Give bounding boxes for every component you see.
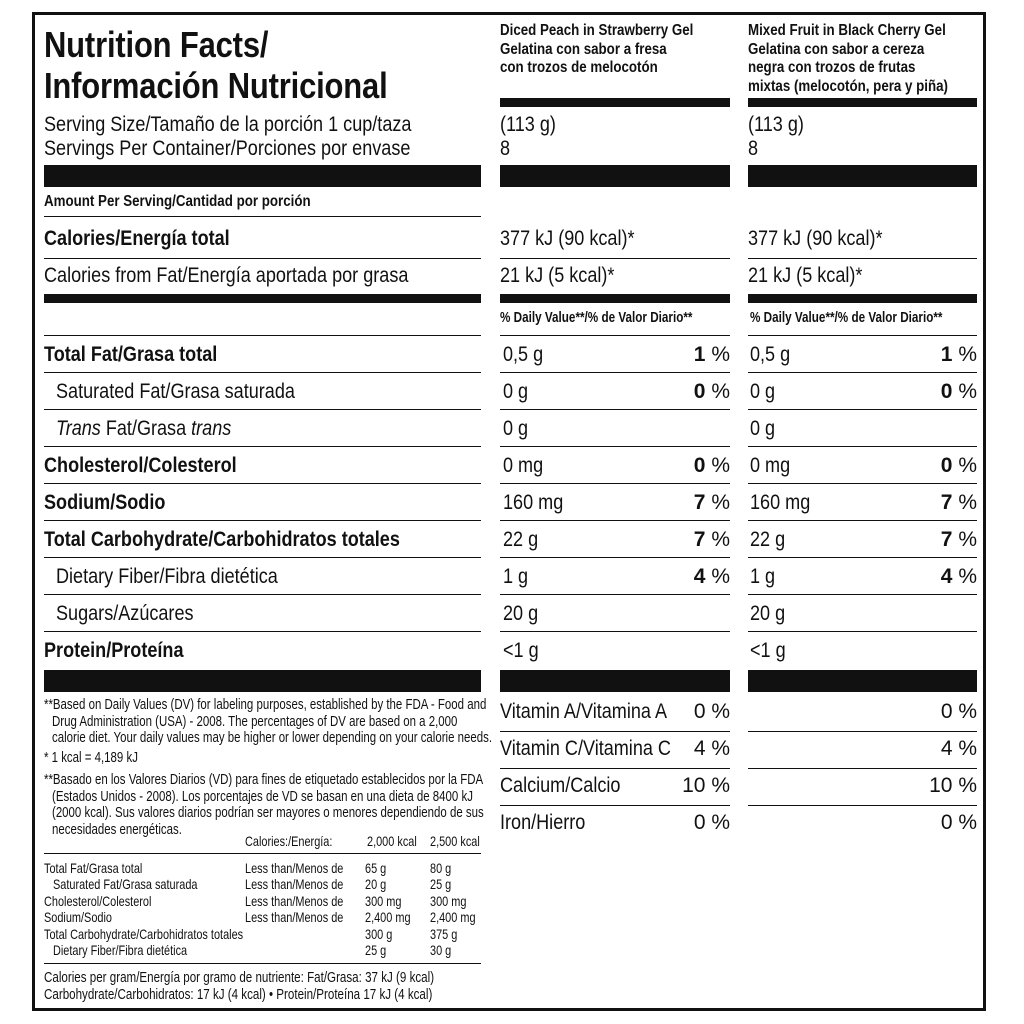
divider-bar — [748, 98, 977, 107]
product-1-nutrient-amount: 0 mg — [503, 454, 544, 477]
row-divider — [44, 594, 481, 595]
divider-bar — [748, 294, 977, 303]
vitamin-label: Vitamin C/Vitamina C — [500, 737, 671, 760]
nutrient-label-trans-fat: Trans Fat/Grasa trans — [56, 417, 232, 440]
product-1-nutrient-amount: 160 mg — [503, 491, 564, 514]
product-2-name: Mixed Fruit in Black Cherry Gel Gelatina con sabor a cereza negra con trozos de frutas mixtas (melocotón, pera y piña) — [748, 22, 949, 95]
divider — [500, 805, 730, 806]
footnote: **Based on Daily Values (DV) for labeling purposes, established by the FDA - Food and Drug Administration (USA) - 2008. The percentages of DV are based on a 2,000 calorie diet. Your daily values may be higher or lower depending on your calorie needs. * 1 kcal = 4,189 kJ **Basado en los Valores Diarios (VD) para fines de etiquetado establecidos por la FDA (Estados Unidos - 2008). Los porcentajes de VD se basan en una dieta de 8400 kJ (2000 kcal). Sus valores diarios podrían ser mayores o menores dependiendo de sus necesidades energéticas. — [44, 697, 493, 838]
dv-table-col-nutrient: Total Fat/Grasa total Saturated Fat/Grasa saturada Cholesterol/Colesterol Sodium/Sodio Total Carbohydrate/Carbohidratos totales Dietary Fiber/Fibra dietética — [44, 860, 244, 959]
product-2-nutrient-amount: 160 mg — [750, 491, 811, 514]
divider — [748, 768, 977, 769]
product-1-vitamin-value: 0 % — [693, 700, 730, 723]
divider-bar — [44, 670, 481, 692]
row-divider — [44, 631, 481, 632]
nutrient-label-total-carbohydrate: Total Carbohydrate/Carbohidratos totales — [44, 528, 400, 551]
calories-per-gram: Calories per gram/Energía por gramo de nutriente: Fat/Grasa: 37 kJ (9 kcal) Carbohydrate/Carbohidratos: 17 kJ (4 kcal) • Protein/Proteína 17 kJ (4 kcal) — [44, 970, 435, 1003]
divider-bar — [500, 165, 730, 187]
product-2-dv-header: % Daily Value**/% de Valor Diario** — [750, 309, 943, 326]
product-1-nutrient-amount: 1 g — [503, 565, 529, 588]
vitamin-label: Calcium/Calcio — [500, 774, 621, 797]
vitamin-label: Vitamin A/Vitamina A — [500, 700, 667, 723]
nutrient-label-sodium: Sodium/Sodio — [44, 491, 166, 514]
product-1-daily-value: 4 % — [693, 565, 730, 588]
product-2-vitamin-value: 0 % — [940, 700, 977, 723]
product-2-calories-fat: 21 kJ (5 kcal)* — [748, 264, 863, 287]
product-2-nutrient-amount: <1 g — [750, 639, 786, 662]
divider-bar — [500, 670, 730, 692]
product-1-calories: 377 kJ (90 kcal)* — [500, 227, 635, 250]
product-1-serving: (113 g) 8 — [500, 113, 556, 160]
product-1-nutrient-amount: <1 g — [503, 639, 539, 662]
nutrient-label-dietary-fiber: Dietary Fiber/Fibra dietética — [56, 565, 278, 588]
row-divider — [500, 446, 730, 447]
dv-table-col-2500: 80 g 25 g 300 mg 2,400 mg 375 g 30 g — [430, 860, 476, 959]
product-1-nutrient-amount: 20 g — [503, 602, 539, 625]
divider — [44, 258, 481, 259]
divider-bar — [44, 165, 481, 187]
nutrient-label-sugars: Sugars/Azúcares — [56, 602, 194, 625]
nutrient-label-protein: Protein/Proteína — [44, 639, 184, 662]
product-2-serving: (113 g) 8 — [748, 113, 804, 160]
product-1-daily-value: 7 % — [693, 491, 730, 514]
product-1-vitamin-value: 10 % — [682, 774, 730, 797]
row-divider — [748, 446, 977, 447]
divider — [44, 853, 481, 854]
divider — [500, 731, 730, 732]
row-divider — [44, 446, 481, 447]
calories-label: Calories/Energía total — [44, 227, 230, 250]
page-title: Nutrition Facts/ Información Nutricional — [44, 24, 388, 106]
divider — [748, 335, 977, 336]
product-1-name: Diced Peach in Strawberry Gel Gelatina con sabor a fresa con trozos de melocotón — [500, 22, 694, 76]
row-divider — [500, 557, 730, 558]
row-divider — [500, 520, 730, 521]
product-2-vitamin-value: 10 % — [929, 774, 977, 797]
divider — [500, 335, 730, 336]
product-2-daily-value: 7 % — [940, 528, 977, 551]
product-1-nutrient-amount: 22 g — [503, 528, 539, 551]
divider-bar — [44, 294, 481, 303]
product-2-vitamin-value: 0 % — [940, 811, 977, 834]
product-2-nutrient-amount: 0 g — [750, 417, 776, 440]
row-divider — [44, 520, 481, 521]
product-2-nutrient-amount: 22 g — [750, 528, 786, 551]
dv-table-header: 2,500 kcal — [430, 833, 480, 849]
product-1-dv-header: % Daily Value**/% de Valor Diario** — [500, 309, 693, 326]
nutrient-label-saturated-fat: Saturated Fat/Grasa saturada — [56, 380, 295, 403]
vitamin-label: Iron/Hierro — [500, 811, 586, 834]
row-divider — [748, 594, 977, 595]
divider — [44, 335, 481, 336]
divider — [748, 805, 977, 806]
product-2-daily-value: 1 % — [940, 343, 977, 366]
calories-fat-label: Calories from Fat/Energía aportada por grasa — [44, 264, 409, 287]
row-divider — [44, 557, 481, 558]
serving-info: Serving Size/Tamaño de la porción 1 cup/taza Servings Per Container/Porciones por envase — [44, 113, 412, 160]
row-divider — [748, 520, 977, 521]
product-1-daily-value: 7 % — [693, 528, 730, 551]
product-1-vitamin-value: 0 % — [693, 811, 730, 834]
row-divider — [500, 372, 730, 373]
divider — [500, 768, 730, 769]
divider — [500, 258, 730, 259]
divider — [44, 963, 481, 964]
product-2-daily-value: 4 % — [940, 565, 977, 588]
nutrient-label-total-fat: Total Fat/Grasa total — [44, 343, 218, 366]
product-2-vitamin-value: 4 % — [940, 737, 977, 760]
divider-bar — [500, 98, 730, 107]
product-2-daily-value: 7 % — [940, 491, 977, 514]
row-divider — [500, 483, 730, 484]
product-1-daily-value: 0 % — [693, 454, 730, 477]
product-1-nutrient-amount: 0,5 g — [503, 343, 544, 366]
dv-table-col-limit: Less than/Menos de Less than/Menos de Less than/Menos de Less than/Menos de — [245, 860, 344, 926]
product-1-calories-fat: 21 kJ (5 kcal)* — [500, 264, 615, 287]
product-2-daily-value: 0 % — [940, 454, 977, 477]
divider — [748, 731, 977, 732]
row-divider — [748, 557, 977, 558]
product-1-nutrient-amount: 0 g — [503, 380, 529, 403]
dv-table-header: Calories:/Energía: — [245, 833, 333, 849]
divider — [748, 258, 977, 259]
product-2-nutrient-amount: 0 g — [750, 380, 776, 403]
row-divider — [748, 409, 977, 410]
row-divider — [748, 372, 977, 373]
row-divider — [748, 631, 977, 632]
row-divider — [748, 483, 977, 484]
product-2-daily-value: 0 % — [940, 380, 977, 403]
product-1-daily-value: 0 % — [693, 380, 730, 403]
product-1-daily-value: 1 % — [693, 343, 730, 366]
row-divider — [44, 372, 481, 373]
row-divider — [44, 409, 481, 410]
divider-bar — [748, 165, 977, 187]
product-2-nutrient-amount: 0 mg — [750, 454, 791, 477]
divider — [44, 216, 481, 217]
product-2-nutrient-amount: 0,5 g — [750, 343, 791, 366]
nutrient-label-cholesterol: Cholesterol/Colesterol — [44, 454, 237, 477]
product-2-nutrient-amount: 1 g — [750, 565, 776, 588]
row-divider — [500, 631, 730, 632]
row-divider — [500, 594, 730, 595]
product-1-vitamin-value: 4 % — [693, 737, 730, 760]
divider-bar — [500, 294, 730, 303]
product-2-nutrient-amount: 20 g — [750, 602, 786, 625]
amount-per-serving: Amount Per Serving/Cantidad por porción — [44, 193, 311, 210]
product-1-nutrient-amount: 0 g — [503, 417, 529, 440]
dv-table-header: 2,000 kcal — [367, 833, 417, 849]
row-divider — [44, 483, 481, 484]
product-2-calories: 377 kJ (90 kcal)* — [748, 227, 883, 250]
dv-table-col-2000: 65 g 20 g 300 mg 2,400 mg 300 g 25 g — [365, 860, 411, 959]
row-divider — [500, 409, 730, 410]
divider-bar — [748, 670, 977, 692]
